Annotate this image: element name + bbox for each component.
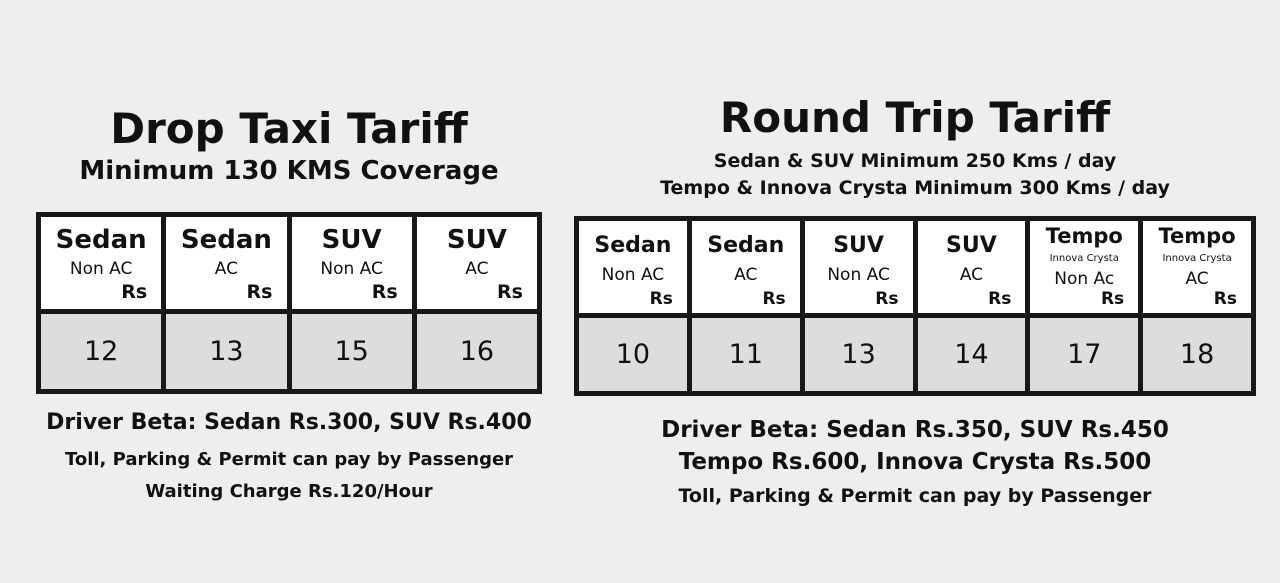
unit-label: Rs	[121, 281, 148, 303]
round-rate-tempo-non-ac: 17	[1030, 318, 1138, 391]
vehicle-label: Sedan	[55, 225, 147, 255]
round-rate-tempo-ac: 18	[1143, 318, 1251, 391]
ac-type-label: Non Ac	[1054, 269, 1115, 289]
unit-label: Rs	[988, 289, 1012, 309]
round-rate-suv-non-ac: 13	[805, 318, 913, 391]
vehicle-label: SUV	[321, 225, 382, 255]
model-label: Innova Crysta	[1162, 253, 1232, 264]
model-label: Innova Crysta	[1049, 253, 1119, 264]
round-header-tempo-non-ac	[1030, 221, 1138, 313]
ac-type-label: Non AC	[601, 265, 665, 285]
drop-taxi-tariff-table	[36, 212, 542, 394]
round-toll-note: Toll, Parking & Permit can pay by Passenger	[678, 485, 1152, 507]
round-header-sedan-non-ac	[579, 221, 687, 313]
vehicle-label: Tempo	[1158, 224, 1236, 248]
unit-label: Rs	[497, 281, 523, 303]
round-trip-subtitle-1: Sedan & SUV Minimum 250 Kms / day	[713, 150, 1117, 172]
drop-waiting-charge-note: Waiting Charge Rs.120/Hour	[145, 481, 433, 502]
drop-taxi-title: Drop Taxi Tariff	[110, 104, 468, 153]
ac-type-label: Non AC	[69, 259, 133, 279]
round-rate-suv-ac: 14	[918, 318, 1026, 391]
vehicle-label: Sedan	[180, 225, 272, 255]
ac-type-label: Non AC	[320, 259, 383, 279]
round-trip-subtitle-2: Tempo & Innova Crysta Minimum 300 Kms / day	[660, 177, 1170, 199]
unit-label: Rs	[1213, 289, 1237, 309]
round-header-tempo-ac	[1143, 221, 1251, 313]
drop-rate-suv-ac: 16	[417, 314, 537, 389]
round-rate-sedan-ac: 11	[692, 318, 800, 391]
unit-label: Rs	[875, 289, 899, 309]
vehicle-label: SUV	[446, 225, 507, 255]
ac-type-label: AC	[1185, 269, 1209, 289]
round-header-sedan-ac	[692, 221, 800, 313]
unit-label: Rs	[762, 289, 786, 309]
round-driver-beta-note: Driver Beta: Sedan Rs.350, SUV Rs.450	[661, 417, 1169, 443]
vehicle-label: SUV	[833, 233, 884, 258]
unit-label: Rs	[649, 289, 673, 309]
drop-rate-sedan-ac: 13	[166, 314, 286, 389]
round-trip-tariff-table	[574, 216, 1256, 396]
unit-label: Rs	[246, 281, 273, 303]
vehicle-label: Sedan	[707, 233, 785, 258]
vehicle-label: SUV	[946, 233, 997, 258]
drop-header-sedan-ac	[166, 217, 286, 309]
drop-rate-suv-non-ac: 15	[292, 314, 412, 389]
round-trip-title: Round Trip Tariff	[719, 93, 1111, 142]
drop-header-suv-non-ac	[292, 217, 412, 309]
round-rate-sedan-non-ac: 10	[579, 318, 687, 391]
ac-type-label: AC	[465, 259, 489, 279]
ac-type-label: AC	[734, 265, 758, 285]
ac-type-label: AC	[214, 259, 238, 279]
round-header-suv-ac	[918, 221, 1026, 313]
drop-rate-sedan-non-ac: 12	[41, 314, 161, 389]
vehicle-label: Tempo	[1045, 224, 1123, 248]
unit-label: Rs	[371, 281, 398, 303]
ac-type-label: Non AC	[827, 265, 890, 285]
drop-driver-beta-note: Driver Beta: Sedan Rs.300, SUV Rs.400	[46, 410, 532, 435]
drop-toll-note: Toll, Parking & Permit can pay by Passenger	[64, 449, 514, 470]
drop-taxi-subtitle: Minimum 130 KMS Coverage	[79, 156, 499, 186]
round-tempo-beta-note: Tempo Rs.600, Innova Crysta Rs.500	[678, 449, 1152, 475]
drop-header-suv-ac	[417, 217, 537, 309]
drop-header-sedan-non-ac	[41, 217, 161, 309]
vehicle-label: Sedan	[594, 233, 672, 258]
round-header-suv-non-ac	[805, 221, 913, 313]
ac-type-label: AC	[959, 265, 984, 285]
unit-label: Rs	[1100, 289, 1125, 309]
